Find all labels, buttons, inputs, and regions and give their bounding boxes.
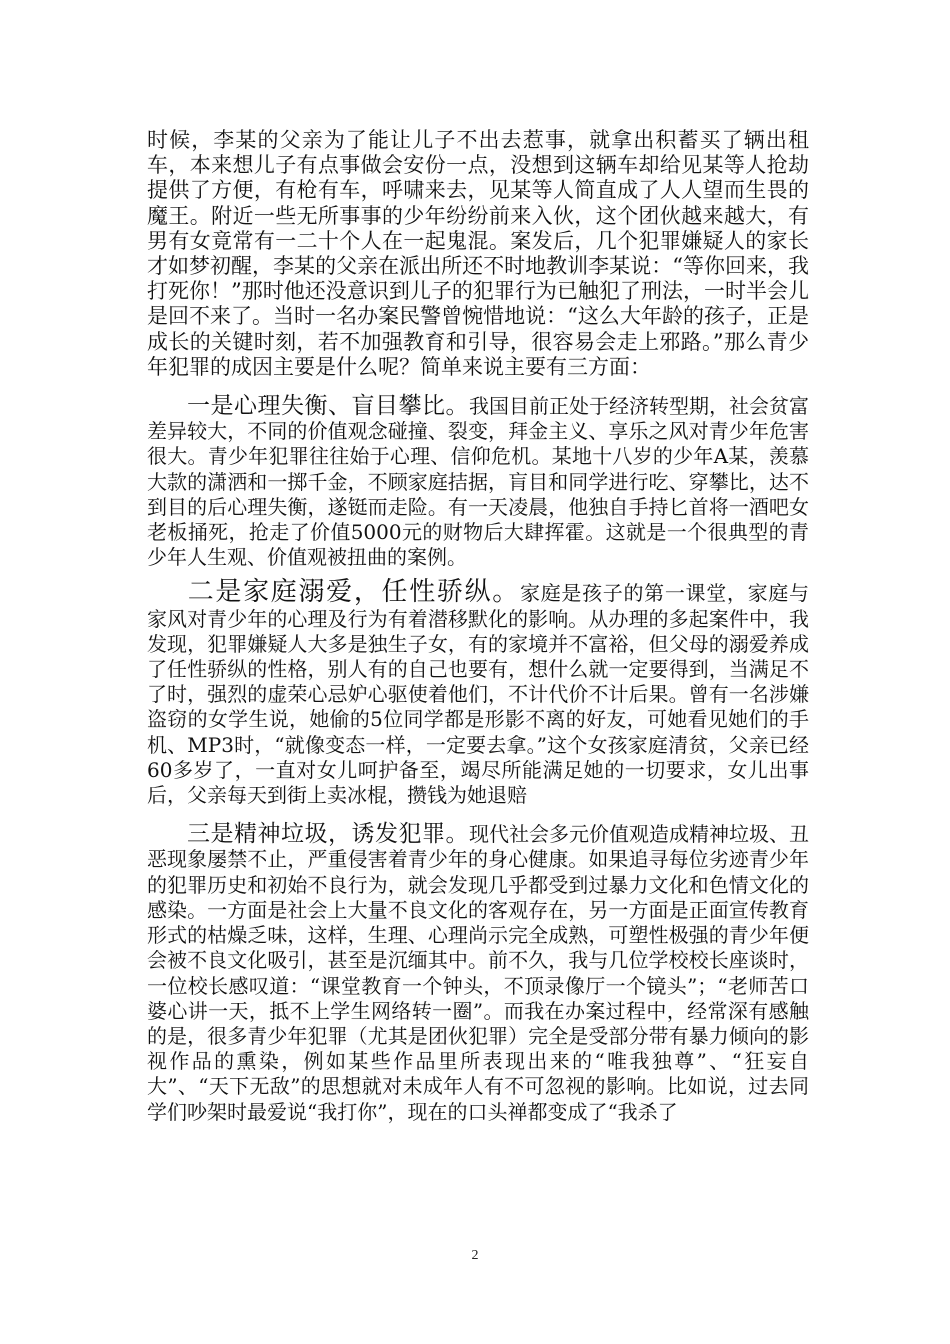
page-number: 2 — [471, 1248, 479, 1263]
section-paragraph-family — [147, 577, 809, 808]
section-paragraph-spiritual — [147, 822, 809, 1124]
section-body-spiritual: 现代社会多元价值观造成精神垃圾、丑恶现象屡禁不止，严重侵害着青少年的身心健康。如果追寻每位劣迹青少年的犯罪历史和初始不良行为，就会发现几乎都受到过暴力文化和色情文化的感染。一方面是社会上大量不良文化的客观存在，另一方面是正面宣传教育形式的枯燥乏味，这样，生理、心理尚示完全成熟，可塑性极强的青少年便会被不良文化吸引，甚至是沉缅其中。前不久，我与几位学校校长座谈时，一位校长感叹道：“课堂教育一个钟头，不顶录像厅一个镜头”；“老师苦口婆心讲一天，抵不上学生网络转一圈”。而我在办案过程中，经常深有感触的是，很多青少年犯罪（尤其是团伙犯罪）完全是受部分带有暴力倾向的影视作品的熏染，例如某些作品里所表现出来的“唯我独尊”、“狂妄自大”、“天下无敌”的思想就对未成年人有不可忽视的影响。比如说，过去同学们吵架时最爱说“我打你”，现在的口头禅都变成了“我杀了 — [147, 822, 809, 1124]
section-body-family: 家庭是孩子的第一课堂，家庭与家风对青少年的心理及行为有着潜移默化的影响。从办理的多起案件中，我发现，犯罪嫌疑人大多是独生子女，有的家境并不富裕，但父母的溺爱养成了任性骄纵的性格，别人有的自己也要有，想什么就一定要得到，当满足不了时，强烈的虚荣心忌妒心驱使着他们，不计代价不计后果。曾有一名涉嫌盗窃的女学生说，她偷的5位同学都是形影不离的好友，可她看见她们的手机、MP3时，“就像变态一样，一定要去拿。”这个女孩家庭清贫，父亲已经60多岁了，一直对女儿呵护备至，竭尽所能满足她的一切要求，女儿出事后，父亲每天到街上卖冰棍，攒钱为她退赔 — [147, 581, 809, 808]
section-body-psychology: 我国目前正处于经济转型期，社会贫富差异较大，不同的价值观念碰撞、裂变，拜金主义、享乐之风对青少年危害很大。青少年犯罪往往始于心理、信仰危机。某地十八岁的少年A某，羡慕大款的潇洒和一掷千金，不顾家庭拮据，肓目和同学进行吃、穿攀比，达不到目的后心理失衡，遂铤而走险。有一天凌晨，他独自手持匕首将一酒吧女老板捅死，抢走了价值5000元的财物后大肆挥霍。这就是一个很典型的青少年人生观、价值观被扭曲的案例。 — [147, 394, 809, 570]
section-heading-spiritual: 三是精神垃圾，诱发犯罪。 — [187, 821, 469, 848]
section-heading-family: 二是家庭溺爱，任性骄纵。 — [187, 577, 520, 608]
section-paragraph-psychology — [147, 394, 809, 570]
document-page — [147, 128, 809, 1125]
intro-paragraph: 时候，李某的父亲为了能让儿子不出去惹事，就拿出积蓄买了辆出租车，本来想儿子有点事做会安份一点，没想到这辆车却给见某等人抢劫提供了方便，有枪有车，呼啸来去，见某等人简直成了人人望而生畏的魔王。附近一些无所事事的少年纷纷前来入伙，这个团伙越来越大，有男有女竟常有一二十个人在一起鬼混。案发后，几个犯罪嫌疑人的家长才如梦初醒，李某的父亲在派出所还不时地教训李某说：“等你回来，我打死你！”那时他还没意识到儿子的犯罪行为已触犯了刑法，一时半会儿是回不来了。当时一名办案民警曾惋惜地说：“这么大年龄的孩子，正是成长的关键时刻，若不加强教育和引导，很容易会走上邪路。”那么青少年犯罪的成因主要是什么呢？简单来说主要有三方面： — [147, 128, 809, 379]
section-heading-psychology: 一是心理失衡、盲目攀比。 — [187, 393, 469, 420]
